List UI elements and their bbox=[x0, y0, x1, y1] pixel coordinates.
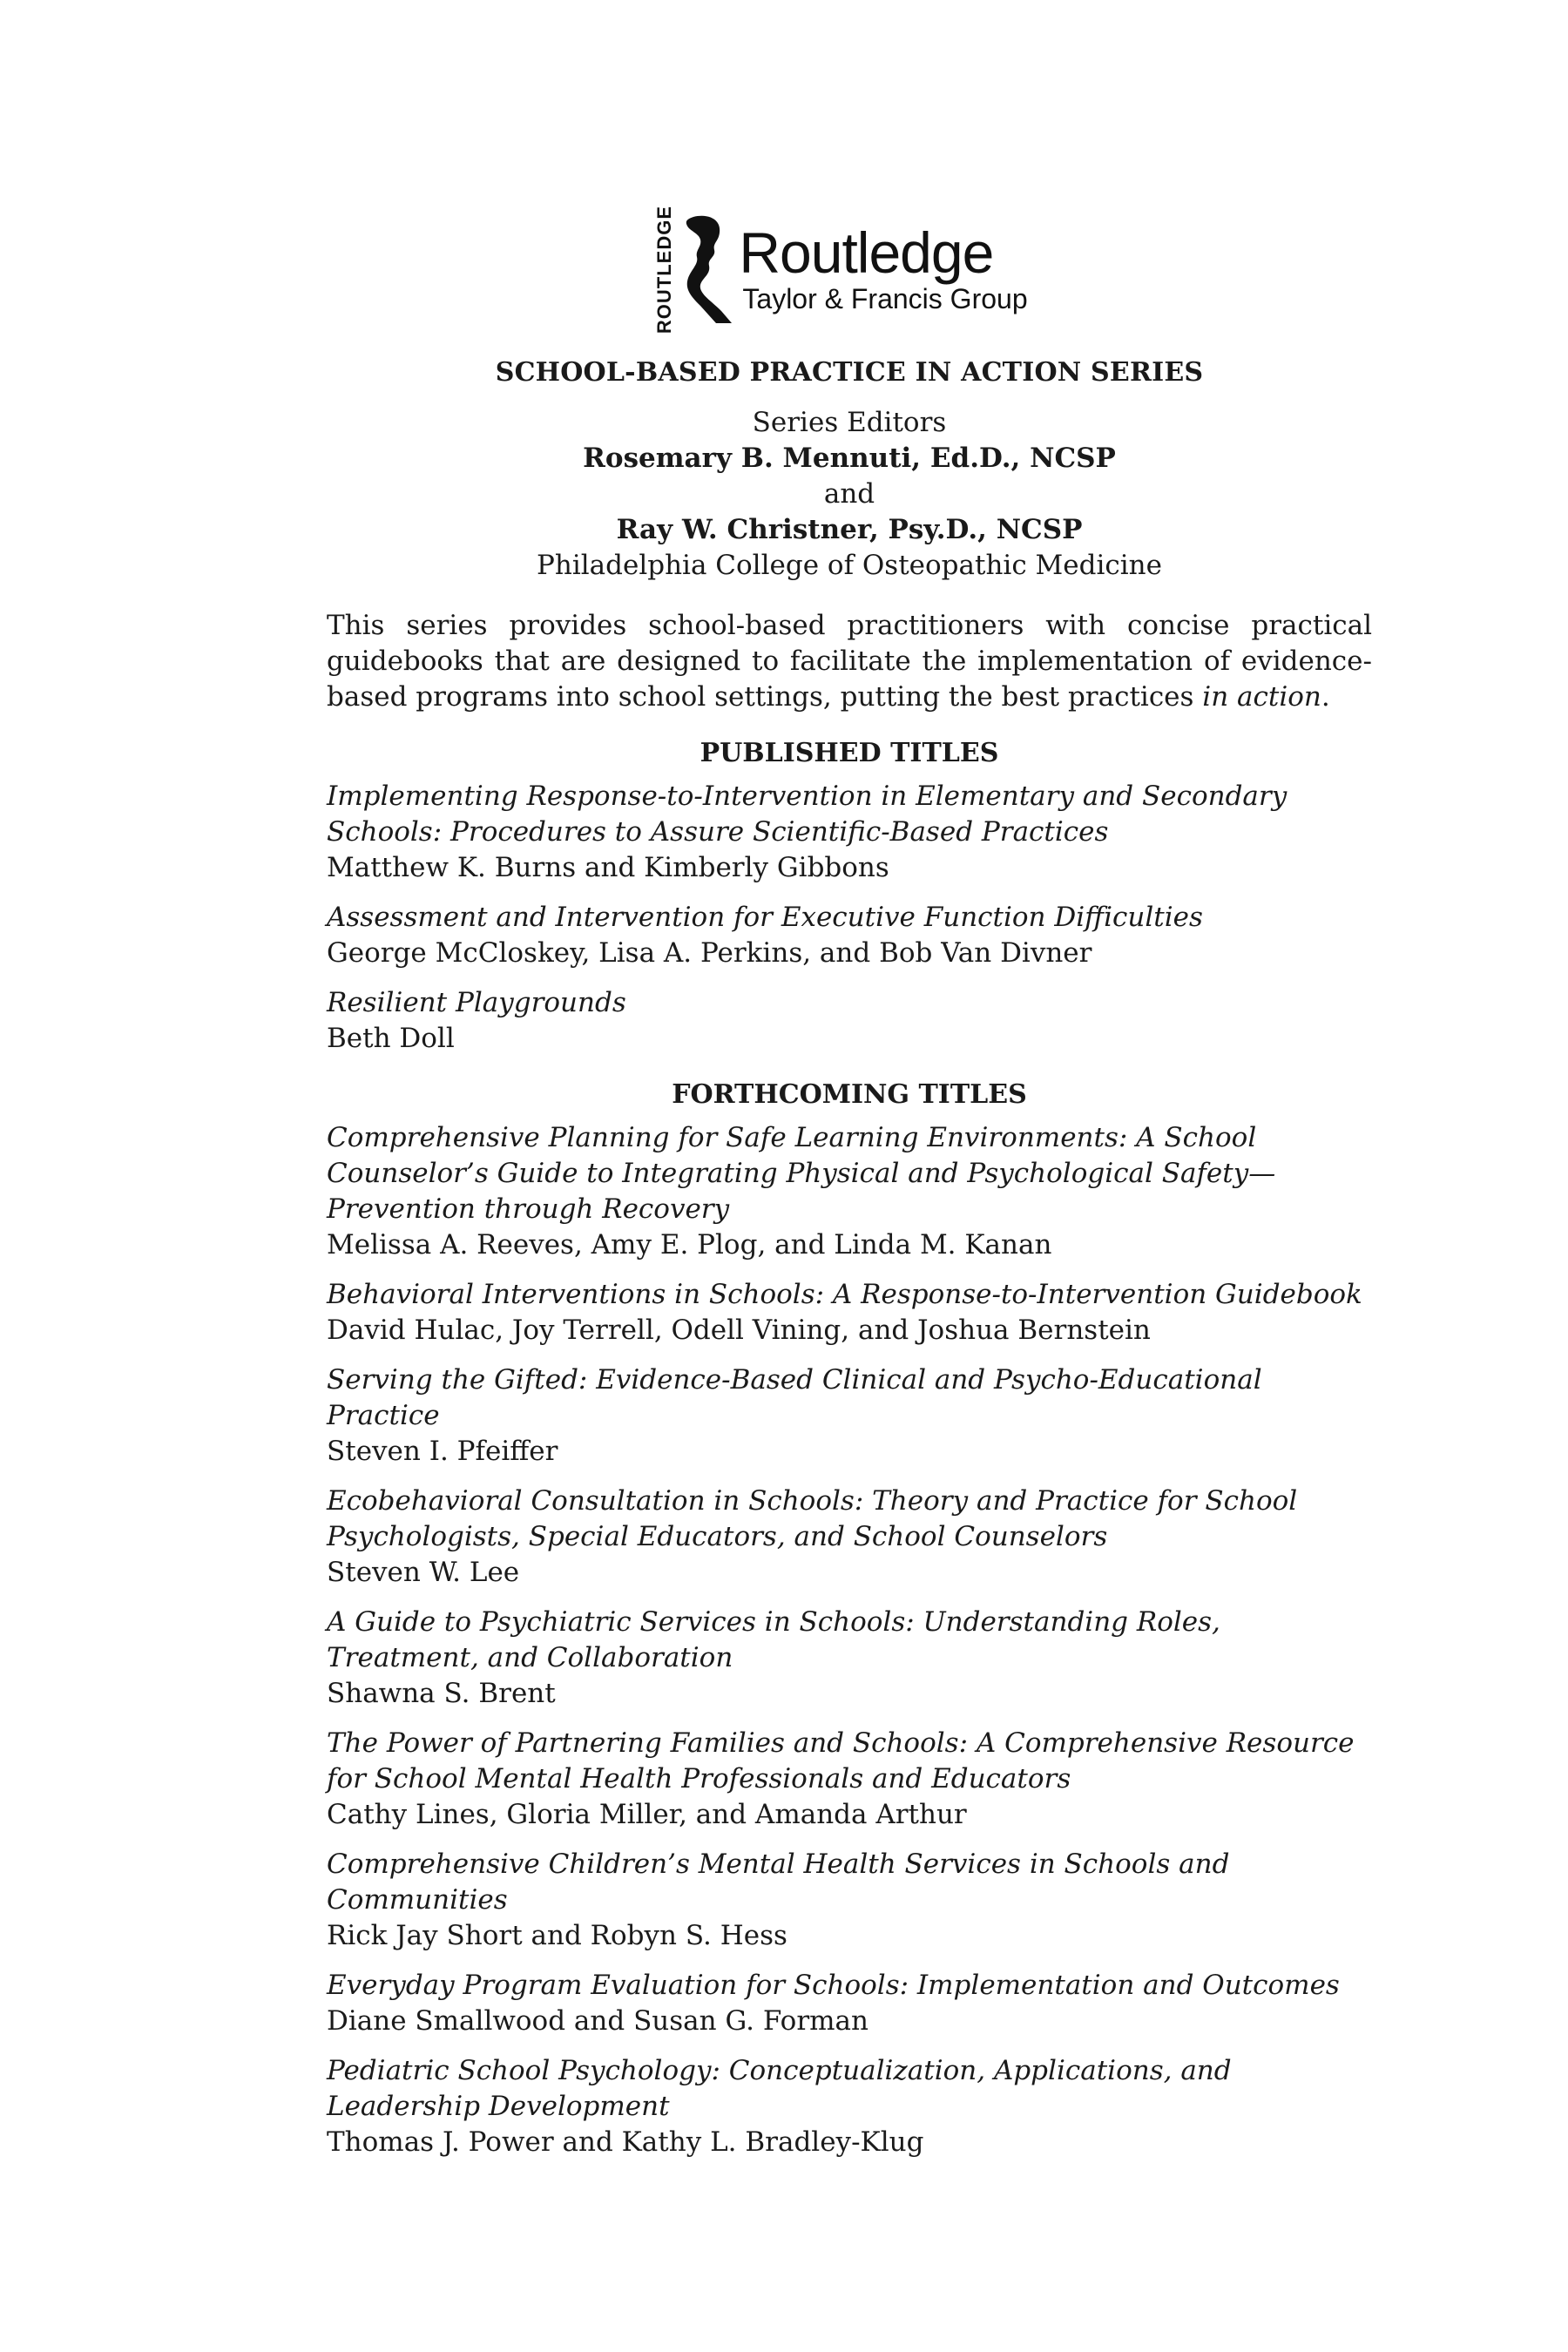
book-authors: Steven W. Lee bbox=[327, 1557, 520, 1588]
list-item bbox=[327, 2053, 1372, 2160]
list-item bbox=[327, 985, 1372, 1057]
list-item bbox=[327, 1847, 1372, 1954]
book-title: Everyday Program Evaluation for Schools: Implementation and Outcomes bbox=[327, 1970, 1340, 2001]
forthcoming-list bbox=[327, 1120, 1372, 2160]
series-editors bbox=[327, 405, 1372, 584]
list-item bbox=[327, 1277, 1372, 1348]
book-authors: Diane Smallwood and Susan G. Forman bbox=[327, 2005, 868, 2037]
logo-name: Routledge bbox=[739, 220, 994, 285]
series-title: SCHOOL-BASED PRACTICE IN ACTION SERIES bbox=[495, 357, 1204, 388]
book-authors: Beth Doll bbox=[327, 1023, 455, 1054]
book-title: Serving the Gifted: Evidence-Based Clinical and Psycho-Educational Practice bbox=[327, 1364, 1262, 1431]
list-item bbox=[327, 1484, 1372, 1591]
book-title: Assessment and Intervention for Executive Function Difficulties bbox=[327, 902, 1203, 933]
list-item bbox=[327, 1120, 1372, 1263]
editors-label: Series Editors bbox=[752, 407, 947, 438]
description-emphasis: in action bbox=[1202, 681, 1321, 713]
editor-1: Rosemary B. Mennuti, Ed.D., NCSP bbox=[583, 443, 1116, 474]
book-authors: Shawna S. Brent bbox=[327, 1678, 556, 1709]
description-end: . bbox=[1321, 681, 1330, 713]
book-title: A Guide to Psychiatric Services in Schools: Understanding Roles, Treatment, and Collaboration bbox=[327, 1606, 1220, 1673]
book-authors: Steven I. Pfeiffer bbox=[327, 1436, 558, 1467]
profile-silhouette-icon bbox=[681, 213, 733, 327]
logo-group: Taylor & Francis Group bbox=[742, 283, 1028, 314]
published-heading: PUBLISHED TITLES bbox=[700, 738, 999, 768]
book-authors: George McCloskey, Lisa A. Perkins, and Bob Van Divner bbox=[327, 937, 1092, 969]
book-authors: Matthew K. Burns and Kimberly Gibbons bbox=[327, 852, 889, 883]
forthcoming-heading: FORTHCOMING TITLES bbox=[672, 1079, 1027, 1110]
book-title: Pediatric School Psychology: Conceptualization, Applications, and Leadership Development bbox=[327, 2055, 1232, 2122]
book-title: The Power of Partnering Families and Schools: A Comprehensive Resource for School Mental Health Professionals and Educators bbox=[327, 1727, 1355, 1794]
list-item bbox=[327, 1362, 1372, 1470]
list-item bbox=[327, 900, 1372, 971]
book-authors: Cathy Lines, Gloria Miller, and Amanda Arthur bbox=[327, 1799, 967, 1830]
book-authors: Thomas J. Power and Kathy L. Bradley-Klug bbox=[327, 2126, 924, 2158]
list-item bbox=[327, 1605, 1372, 1712]
description-text: This series provides school-based practitioners with concise practical guidebooks that are designed to facilitate the implementation of evidence-based programs into school settings, putting the best practices bbox=[327, 610, 1372, 713]
list-item bbox=[327, 1968, 1372, 2039]
list-item bbox=[327, 779, 1372, 886]
book-authors: David Hulac, Joy Terrell, Odell Vining, and Joshua Bernstein bbox=[327, 1315, 1151, 1346]
editor-2: Ray W. Christner, Psy.D., NCSP bbox=[616, 514, 1083, 545]
book-title: Resilient Playgrounds bbox=[327, 987, 626, 1018]
book-title: Comprehensive Planning for Safe Learning Environments: A School Counselor’s Guide to Integrating Physical and Psychological Safety—Prevention through Recovery bbox=[327, 1122, 1276, 1225]
list-item bbox=[327, 1726, 1372, 1833]
book-title: Implementing Response-to-Intervention in Elementary and Secondary Schools: Procedures to Assure Scientific-Based Practices bbox=[327, 781, 1288, 848]
book-title: Ecobehavioral Consultation in Schools: Theory and Practice for School Psychologists, Special Educators, and School Counselors bbox=[327, 1485, 1298, 1552]
book-title: Comprehensive Children’s Mental Health Services in Schools and Communities bbox=[327, 1848, 1230, 1916]
logo-vertical-text: ROUTLEDGE bbox=[653, 206, 676, 335]
routledge-logo-mark bbox=[653, 206, 733, 334]
series-page bbox=[327, 206, 1372, 2174]
book-title: Behavioral Interventions in Schools: A Response-to-Intervention Guidebook bbox=[327, 1279, 1362, 1310]
book-authors: Melissa A. Reeves, Amy E. Plog, and Linda M. Kanan bbox=[327, 1229, 1052, 1260]
editors-affiliation: Philadelphia College of Osteopathic Medicine bbox=[537, 550, 1162, 581]
publisher-logo bbox=[309, 206, 1372, 335]
editors-conjunction: and bbox=[823, 478, 875, 510]
logo-wordmark bbox=[739, 220, 1028, 316]
series-description bbox=[327, 608, 1372, 715]
book-authors: Rick Jay Short and Robyn S. Hess bbox=[327, 1920, 787, 1951]
published-list bbox=[327, 779, 1372, 1057]
